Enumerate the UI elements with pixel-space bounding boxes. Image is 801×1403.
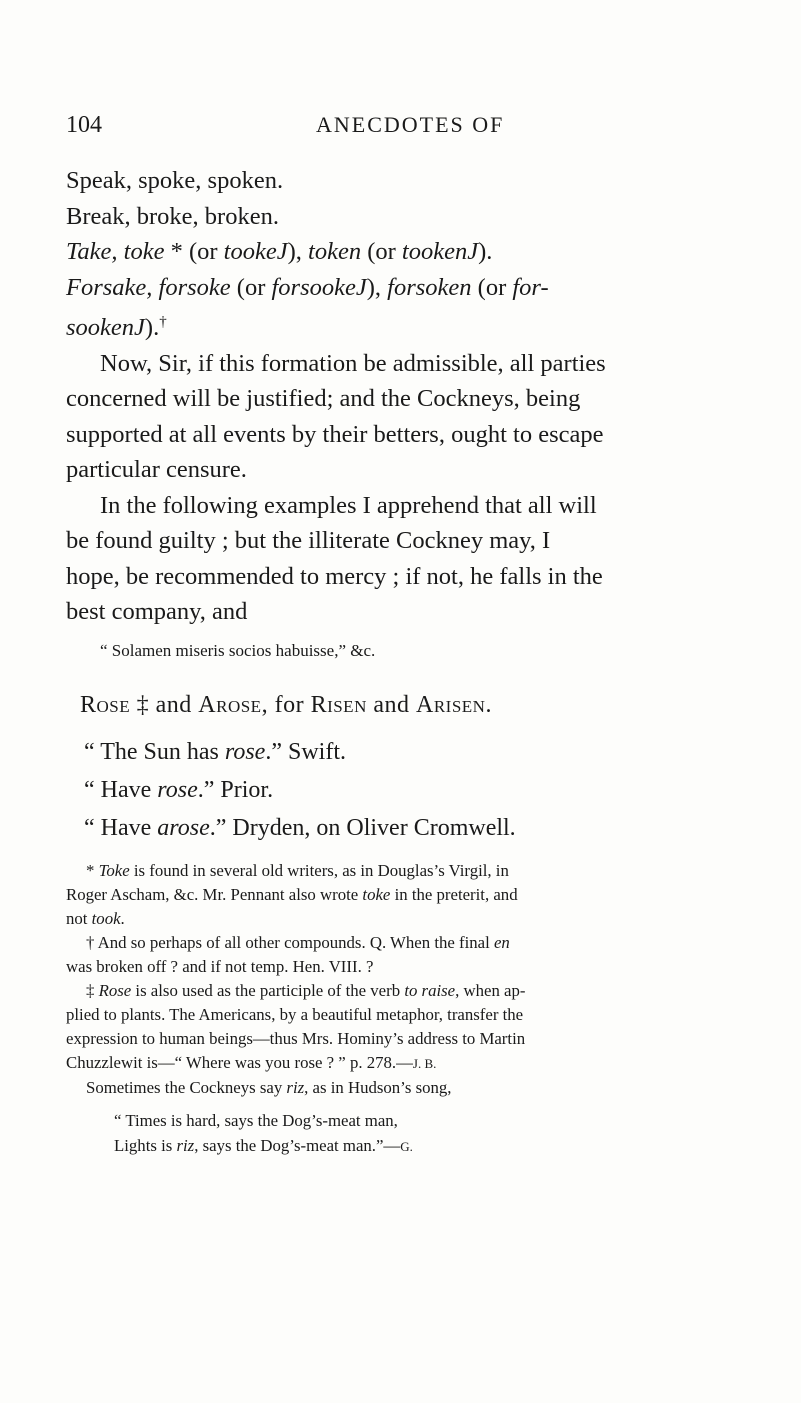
footnote-mark: † xyxy=(86,932,98,952)
text: en xyxy=(493,932,510,952)
text: plied to plants. The Americans, by a beautiful metaphor, transfer the xyxy=(66,1004,524,1024)
verb-line-take xyxy=(66,234,746,270)
text: (or xyxy=(471,273,513,301)
text: . xyxy=(485,691,492,718)
song-quote xyxy=(66,1108,746,1159)
latin-quote: “ Solamen miseris socios habuisse,” &c. xyxy=(100,640,376,660)
text: , as in Hudson’s song, xyxy=(304,1077,452,1097)
text: ). xyxy=(478,238,493,265)
footnote-ref: ‡ xyxy=(130,691,150,718)
verb-form: Speak, xyxy=(66,167,132,194)
verb-form: broke, xyxy=(130,202,199,230)
text: , says the Dog’s-meat man.”— xyxy=(194,1135,401,1155)
text: to raise xyxy=(404,980,456,1000)
footnote-2 xyxy=(66,931,746,979)
footnote-1 xyxy=(66,859,746,931)
text: is found in several old writers, as in Douglas’s Virgil, in xyxy=(129,860,509,880)
verb-line-forsake xyxy=(66,270,746,306)
text: toke xyxy=(362,884,391,904)
text: ). xyxy=(144,314,160,342)
example-item xyxy=(66,733,746,771)
heading-word: Risen xyxy=(310,691,367,718)
footnote-ref: † xyxy=(159,314,167,330)
signature: G. xyxy=(400,1138,413,1154)
verb-form: for- xyxy=(512,273,549,301)
page-header xyxy=(0,112,801,152)
text: riz xyxy=(286,1077,305,1097)
example-list xyxy=(66,733,746,847)
verb-form: tookeJ xyxy=(223,238,288,265)
text: arose xyxy=(157,814,210,841)
text: rose xyxy=(224,738,266,765)
heading-word: Rose xyxy=(80,691,131,718)
verb-line-forsake-cont xyxy=(66,305,746,346)
verb-form: broken. xyxy=(198,202,279,230)
text: (or xyxy=(361,238,402,265)
text: (or xyxy=(230,273,272,301)
paragraph-line: Now, Sir, if this formation be admissible, all parties xyxy=(100,349,606,377)
text: . xyxy=(120,908,125,928)
verb-form: toke xyxy=(123,238,165,265)
text: “ Have xyxy=(84,776,158,803)
verb-form: Forsake, xyxy=(66,273,153,301)
text: .” Dryden, on Oliver Cromwell. xyxy=(209,814,516,841)
section-heading xyxy=(66,692,746,719)
footnote-ref: * xyxy=(164,238,183,265)
text: .” Swift. xyxy=(265,738,346,765)
paragraph-line: concerned will be justified; and the Cockneys, being xyxy=(66,385,581,413)
text: in the preterit, and xyxy=(390,884,518,904)
text: Lights is xyxy=(114,1135,177,1155)
text: ), xyxy=(287,238,309,265)
paragraph-line: In the following examples I apprehend that all will xyxy=(100,491,597,519)
page-body xyxy=(66,163,746,1159)
text: rose xyxy=(157,776,198,803)
heading-word: Arisen xyxy=(416,691,486,718)
verb-form: forsoke xyxy=(158,273,231,301)
paragraph-1 xyxy=(66,346,746,488)
text: was broken off ? and if not temp. Hen. VIII. ? xyxy=(66,956,374,976)
text: , for xyxy=(261,691,311,718)
running-head: ANECDOTES OF xyxy=(316,112,505,137)
footnote-mark: ‡ xyxy=(86,980,99,1000)
example-item xyxy=(66,771,746,809)
text: “ Have xyxy=(84,814,158,841)
footnote-mark: * xyxy=(86,860,99,880)
verb-form: Take, xyxy=(66,238,118,265)
verb-form: Break, xyxy=(66,202,131,230)
text: Sometimes the Cockneys say xyxy=(86,1077,287,1097)
verb-form: forsookeJ xyxy=(271,273,367,301)
text: Roger Ascham, &c. Mr. Pennant also wrote xyxy=(66,884,363,904)
heading-word: Arose xyxy=(198,691,262,718)
paragraph-line: supported at all events by their betters, ought to escape xyxy=(66,420,604,448)
text: ), xyxy=(366,273,388,301)
text: riz xyxy=(176,1135,195,1155)
signature: J. B. xyxy=(412,1055,437,1071)
text: .” Prior. xyxy=(197,776,274,803)
verb-line-speak xyxy=(66,163,746,199)
paragraph-line: be found guilty ; but the illiterate Cockney may, I xyxy=(66,527,551,555)
text: and xyxy=(366,691,417,718)
text: expression to human beings—thus Mrs. Hominy’s address to Martin xyxy=(66,1028,526,1048)
footnote-3 xyxy=(66,979,746,1100)
verb-line-break xyxy=(66,199,746,235)
page-number: 104 xyxy=(66,112,102,138)
song-line xyxy=(66,1133,746,1159)
text: , when ap- xyxy=(455,980,526,1000)
verb-form: tookenJ xyxy=(401,238,479,265)
text: Chuzzlewit is—“ Where was you rose ? ” p. 278.— xyxy=(66,1052,413,1072)
paragraph-2 xyxy=(66,488,746,630)
verb-form: token xyxy=(308,238,362,265)
footnotes xyxy=(66,859,746,1159)
text: (or xyxy=(182,238,224,265)
text: Toke xyxy=(98,860,130,880)
text: and xyxy=(149,691,199,718)
paragraph-line: best company, and xyxy=(66,598,248,626)
verb-form: spoken. xyxy=(201,167,284,194)
song-line: “ Times is hard, says the Dog’s-meat man, xyxy=(114,1110,398,1130)
verb-form: spoke, xyxy=(132,167,202,194)
text: And so perhaps of all other compounds. Q. When the final xyxy=(97,932,494,952)
paragraph-line: hope, be recommended to mercy ; if not, he falls in the xyxy=(66,562,603,590)
text: not xyxy=(66,908,92,928)
text: took xyxy=(91,908,121,928)
text: “ The Sun has xyxy=(84,738,225,765)
text: Rose xyxy=(98,980,132,1000)
verb-form: sookenJ xyxy=(66,314,145,342)
text: is also used as the participle of the verb xyxy=(131,980,405,1000)
example-item xyxy=(66,809,746,847)
paragraph-line: particular censure. xyxy=(66,456,247,484)
verb-form: forsoken xyxy=(387,273,472,301)
